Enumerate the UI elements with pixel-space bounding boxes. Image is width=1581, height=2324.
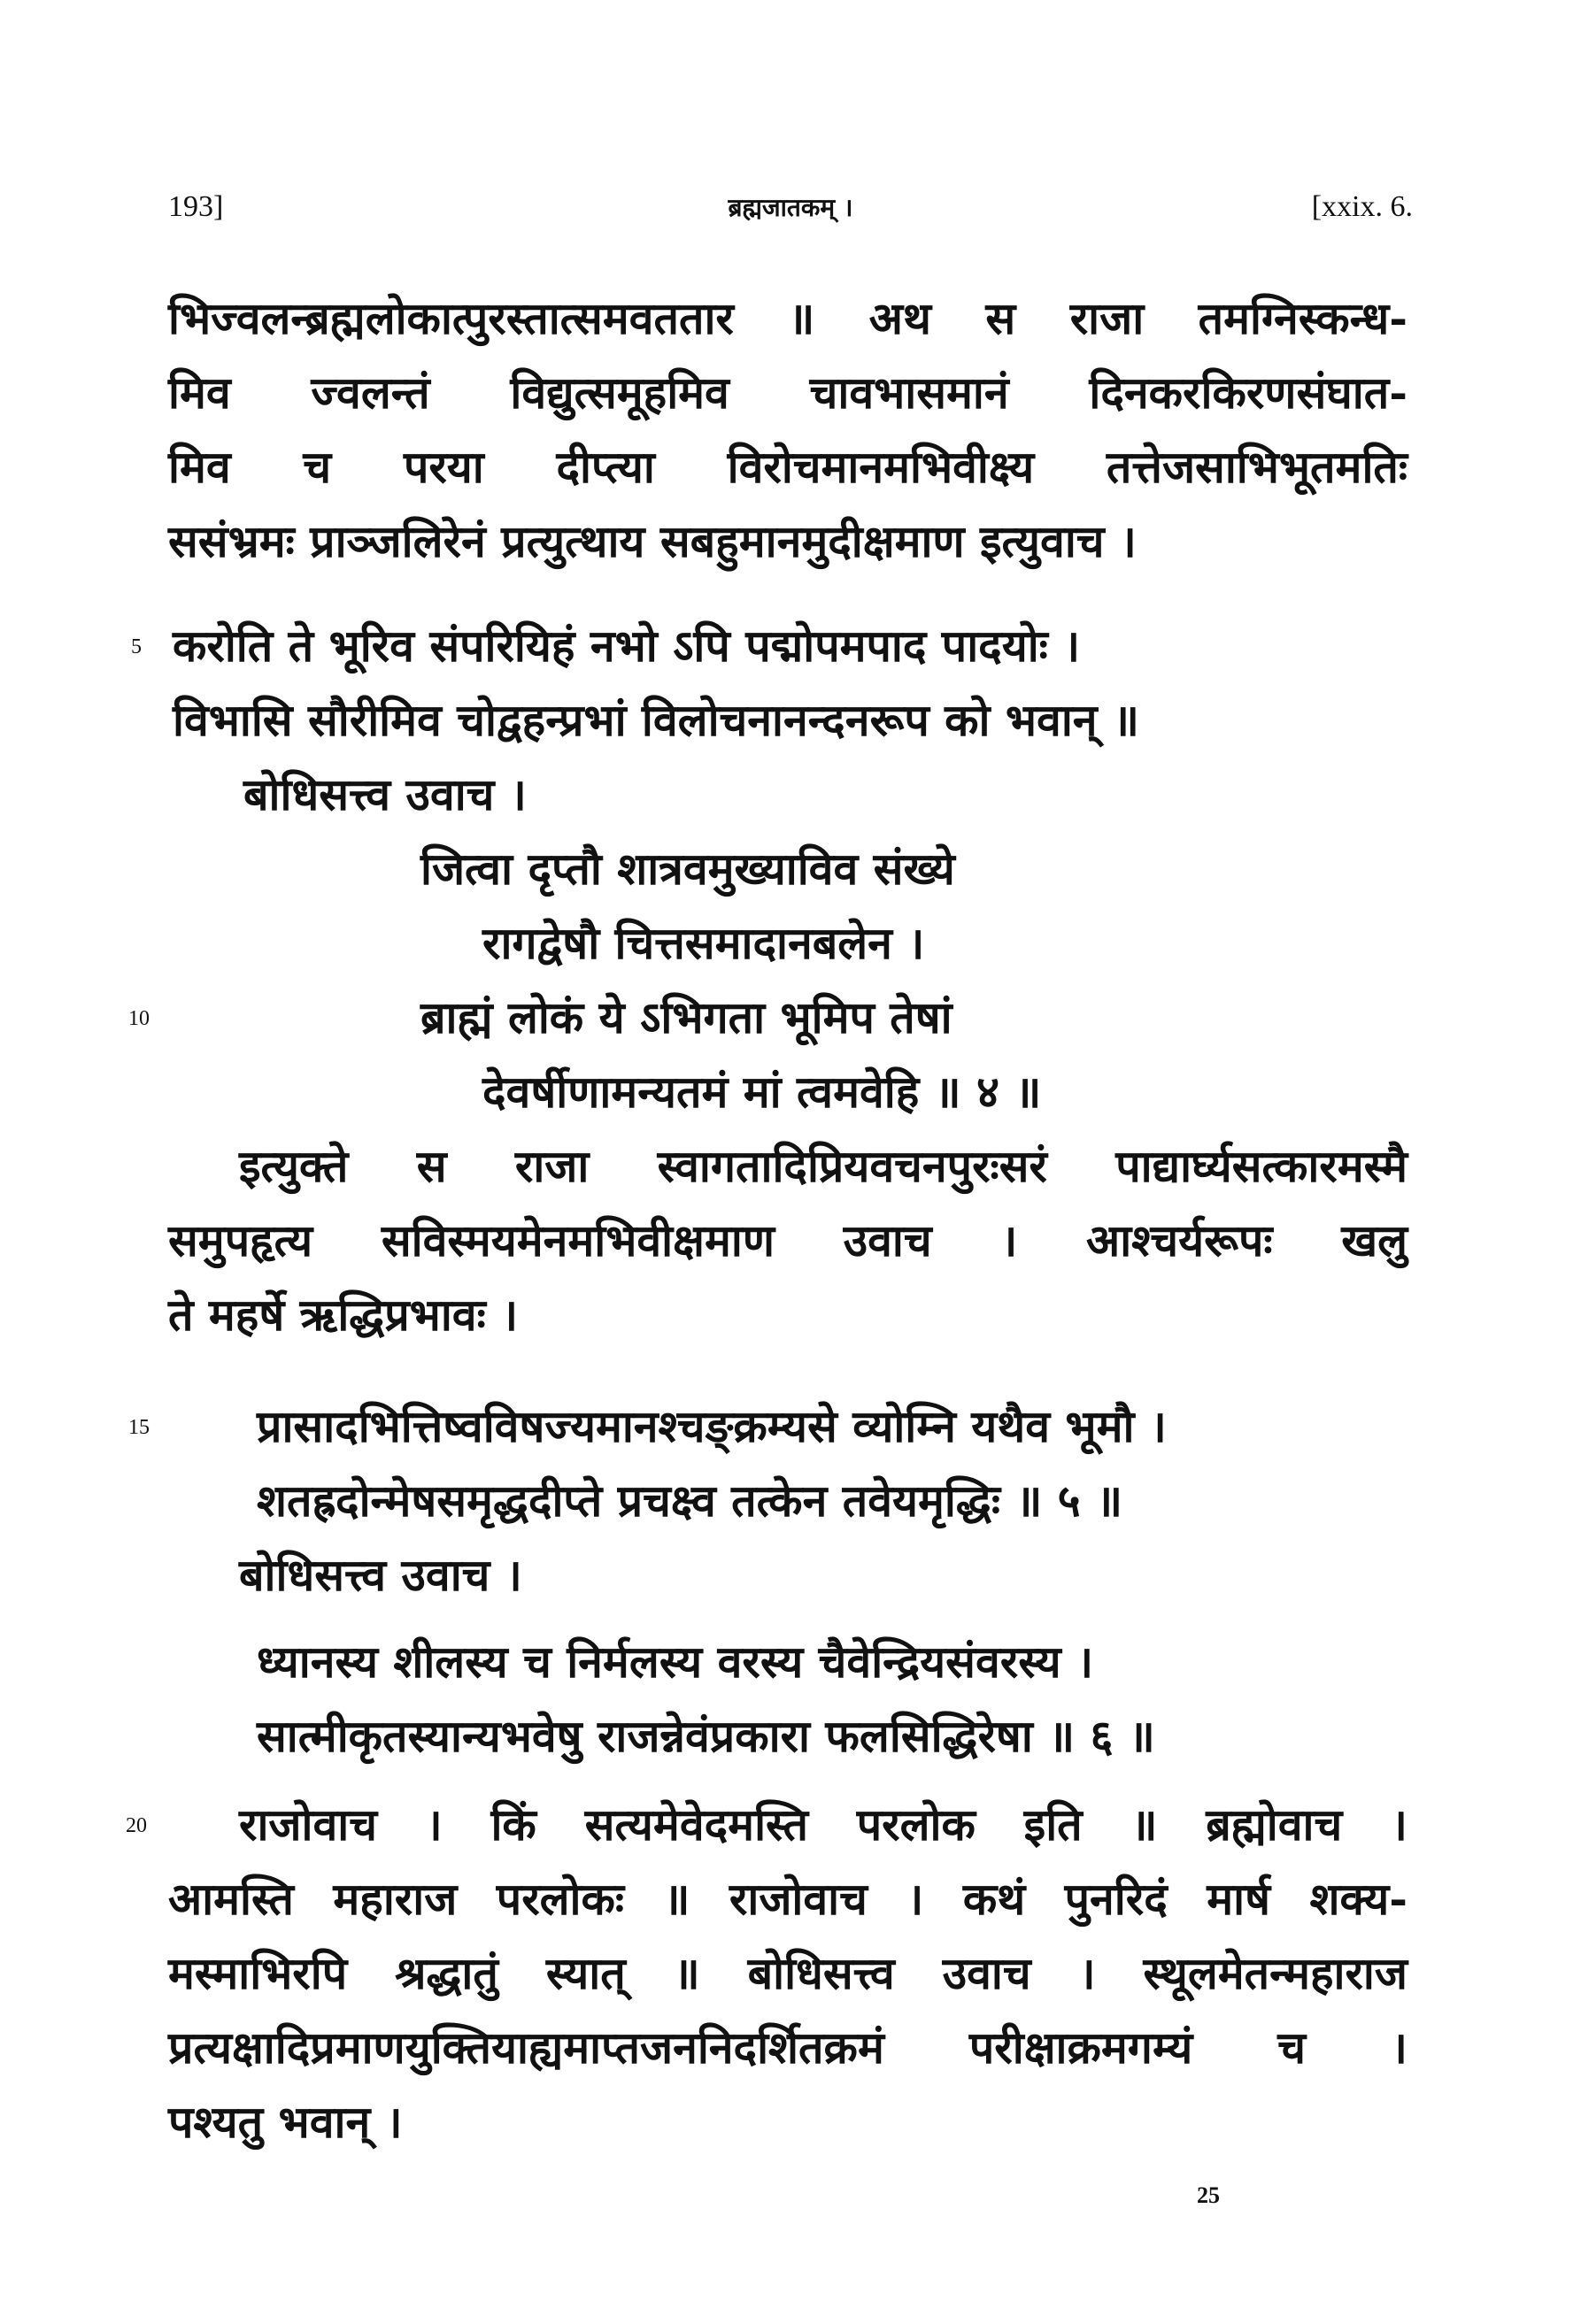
text-line: आमस्ति महाराज परलोकः ॥ राजोवाच । कथं पुनरिदं मार्ष शक्य- [168, 1873, 1407, 1925]
speaker-line: बोधिसत्त्व उवाच । [243, 768, 527, 820]
page-number: 25 [1197, 2182, 1220, 2208]
running-header-right: [xxix. 6. [1311, 190, 1413, 223]
text-line: मिव ज्वलन्तं विद्युत्समूहमिव चावभासमानं दिनकरकिरणसंघात- [168, 366, 1407, 419]
text-line: मस्माभिरपि श्रद्धातुं स्यात् ॥ बोधिसत्त्व उवाच । स्थूलमेतन्महाराज [168, 1947, 1407, 1999]
verse-line: शतह्रदोन्मेषसमृद्धदीप्ते प्रचक्ष्व तत्केन तवेयमृद्धिः ॥ ५ ॥ [257, 1474, 1123, 1527]
running-header-left: 193] [168, 190, 224, 223]
text-line: मिव च परया दीप्त्या विरोचमानमभिवीक्ष्य तत्तेजसाभिभूतमतिः [168, 441, 1407, 493]
text-line: ससंभ्रमः प्राञ्जलिरेनं प्रत्युत्थाय सबहुमानमुदीक्षमाण इत्युवाच । [168, 515, 1137, 567]
verse-line: प्रासादभित्तिष्वविषज्यमानश्चङ्क्रम्यसे व्योम्नि यथैव भूमौ । [257, 1400, 1167, 1452]
text-line: इत्युक्ते स राजा स्वागतादिप्रियवचनपुरःसरं पाद्यार्घ्यसत्कारमस्मै [239, 1140, 1407, 1192]
line-number: 10 [128, 1007, 150, 1030]
verse-line: सात्मीकृतस्यान्यभवेषु राजन्नेवंप्रकारा फलसिद्धिरेषा ॥ ६ ॥ [257, 1710, 1155, 1762]
verse-line: जित्वा दृप्तौ शात्रवमुख्याविव संख्ये [420, 843, 955, 895]
verse-line: ब्राह्मं लोकं ये ऽभिगता भूमिप तेषां [420, 991, 952, 1043]
text-line: पश्यतु भवान् । [168, 2096, 403, 2148]
verse-line: रागद्वेषौ चित्तसमादानबलेन । [482, 917, 925, 969]
line-number: 5 [131, 635, 142, 658]
text-line: प्रत्यक्षादिप्रमाणयुक्तियाह्यमाप्तजननिदर्शितक्रमं परीक्षाक्रमगम्यं च । [168, 2021, 1407, 2074]
text-line: राजोवाच । किं सत्यमेवेदमस्ति परलोक इति ॥ ब्रह्मोवाच । [239, 1798, 1407, 1851]
line-number: 15 [128, 1416, 150, 1439]
running-header-title: ब्रह्मजातकम् । [728, 193, 853, 222]
verse-line: देवर्षीणामन्यतमं मां त्वमवेहि ॥ ४ ॥ [482, 1066, 1042, 1118]
verse-line: करोति ते भूरिव संपरियिहं नभो ऽपि पद्मोपमपाद पादयोः । [173, 619, 1081, 672]
line-number: 20 [126, 1814, 147, 1837]
text-line: ते महर्षे ऋद्धिप्रभावः । [168, 1289, 519, 1341]
text-line: भिज्वलन्ब्रह्मलोकात्पुरस्तात्समवततार ॥ अथ स राजा तमग्निस्कन्ध- [168, 292, 1407, 344]
verse-line: ध्यानस्य शीलस्य च निर्मलस्य वरस्य चैवेन्द्रियसंवरस्य । [257, 1635, 1094, 1688]
text-line: समुपहृत्य सविस्मयमेनमभिवीक्षमाण उवाच । आश्चर्यरूपः खलु [168, 1214, 1407, 1266]
verse-line: विभासि सौरीमिव चोद्वहन्प्रभां विलोचनानन्दनरूप को भवान् ॥ [173, 694, 1139, 746]
speaker-line: बोधिसत्त्व उवाच । [239, 1549, 522, 1601]
